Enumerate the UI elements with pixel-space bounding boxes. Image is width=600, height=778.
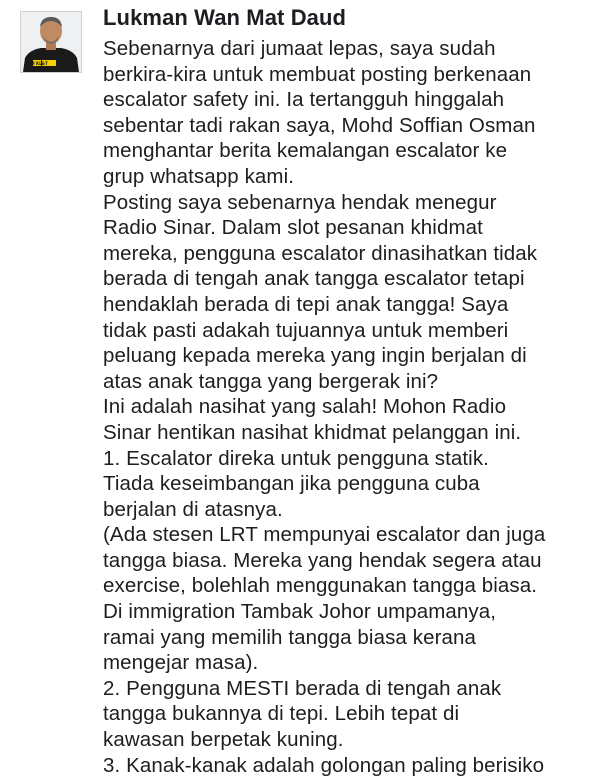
post-text-line: 1. Escalator direka untuk pengguna statik.	[103, 446, 489, 470]
post-text-line: tidak pasti adakah tujuannya untuk memberi	[103, 318, 509, 342]
post-text-line: Sebenarnya dari jumaat lepas, saya sudah	[103, 37, 496, 60]
post-text-line: berada di tengah anak tangga escalator tetapi	[103, 267, 525, 291]
post-text-line: exercise, bolehlah menggunakan tangga biasa.	[103, 574, 538, 598]
post-text-line: Tiada keseimbangan jika pengguna cuba	[103, 472, 480, 496]
post-text-line: ramai yang memilih tangga biasa kerana	[103, 625, 476, 649]
post-text-line: peluang kepada mereka yang ingin berjalan di	[103, 344, 527, 368]
post-text-line: grup whatsapp kami.	[103, 164, 295, 188]
post-text-line: 3. Kanak-kanak adalah golongan paling berisiko	[103, 753, 545, 777]
post-text-line: hendaklah berada di tepi anak tangga! Saya	[103, 292, 509, 316]
shirt-text: IAM KL&T	[26, 61, 48, 66]
author-name-link[interactable]: Lukman Wan Mat Daud	[103, 5, 347, 30]
post-text-line: 2. Pengguna MESTI berada di tengah anak	[103, 676, 502, 700]
author-avatar[interactable]	[20, 11, 82, 73]
post-text-line: tangga bukannya di tepi. Lebih tepat di	[103, 702, 460, 726]
post-text-line: menghantar berita kemalangan escalator ke	[103, 139, 508, 163]
post-text-line: Radio Sinar. Dalam slot pesanan khidmat	[103, 216, 483, 240]
post-text-line: (Ada stesen LRT mempunyai escalator dan juga	[103, 523, 546, 547]
post-text-line: mengejar masa).	[103, 651, 259, 675]
post-text-line: berkira-kira untuk membuat posting berkenaan	[103, 62, 532, 86]
post-text-line: mereka, pengguna escalator dinasihatkan tidak	[103, 241, 538, 265]
post-body-text	[103, 36, 593, 778]
avatar-photo	[21, 12, 81, 72]
post-text-line: berjalan di atasnya.	[103, 497, 283, 521]
post-text-line: escalator safety ini. Ia tertangguh hinggalah	[103, 88, 505, 112]
post-text-line: sebentar tadi rakan saya, Mohd Soffian Osman	[103, 113, 536, 137]
post-text-line: Sinar hentikan nasihat khidmat pelanggan ini.	[103, 420, 522, 444]
post-text-line: Di immigration Tambak Johor umpamanya,	[103, 600, 497, 624]
post-text-line: tangga biasa. Mereka yang hendak segera atau	[103, 548, 542, 572]
post-text-line: atas anak tangga yang bergerak ini?	[103, 369, 439, 393]
post-text-line: kawasan berpetak kuning.	[103, 728, 344, 752]
post-text-line: Posting saya sebenarnya hendak menegur	[103, 190, 497, 214]
post-text-line: Ini adalah nasihat yang salah! Mohon Radio	[103, 395, 507, 419]
